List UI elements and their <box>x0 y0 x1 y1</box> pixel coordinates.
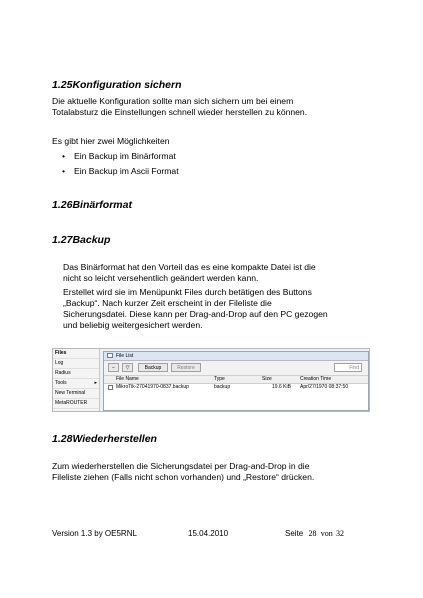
of-label: von <box>320 529 333 538</box>
screenshot-menu <box>53 349 100 411</box>
chevron-right-icon: ▸ <box>94 380 97 386</box>
file-name: MikroTik-27041970-0837.backup <box>116 384 189 390</box>
paragraph <box>52 96 372 118</box>
menu-item-label: MetaROUTER <box>55 400 88 406</box>
page-number: 28 <box>308 529 317 538</box>
paragraph <box>52 461 377 483</box>
menu-item-tools <box>53 379 99 389</box>
heading-1-28 <box>52 433 157 445</box>
menu-item-files <box>53 349 99 359</box>
file-list-screenshot <box>52 348 370 412</box>
column-header: Creation Time <box>300 376 332 382</box>
list-item: • Ein Backup im Ascii Format <box>60 166 179 177</box>
find-input: Find <box>334 363 362 372</box>
text-line: Fileliste ziehen (Falls nicht schon vorhanden) und „Restore“ drücken. <box>52 472 315 482</box>
text-line: Sicherungsdatei. Diese kann per Drag-and-Drop auf den PC gezogen <box>63 309 328 319</box>
remove-button: − <box>108 363 119 372</box>
column-header: File Name <box>116 376 139 382</box>
page-label: Seite <box>285 529 304 538</box>
paragraph <box>63 287 373 331</box>
heading-1-25 <box>52 79 182 91</box>
window-toolbar <box>104 361 368 376</box>
heading-title: Wiederherstellen <box>72 433 157 445</box>
menu-item-label: Radius <box>55 370 71 376</box>
menu-item-label: Tools <box>55 380 67 386</box>
table-row <box>104 384 368 391</box>
heading-title: Binärformat <box>72 199 132 211</box>
menu-item-new-terminal <box>53 389 99 399</box>
heading-number: 1.26 <box>52 199 73 211</box>
backup-button: Backup <box>138 363 168 372</box>
file-type: backup <box>214 384 231 390</box>
heading-1-27 <box>52 234 110 246</box>
menu-item-radius <box>53 369 99 379</box>
heading-number: 1.27 <box>52 234 73 246</box>
bullet-list <box>60 151 179 181</box>
paragraph <box>63 262 373 284</box>
list-item: • Ein Backup im Binärformat <box>60 151 179 162</box>
filter-icon: ▽ <box>122 363 133 372</box>
menu-item-log <box>53 359 99 369</box>
column-header: Type <box>214 376 225 382</box>
menu-item-label: Log <box>55 360 64 366</box>
text-line: Zum wiederherstellen die Sicherungsdatei per Drag-and-Drop in die <box>52 461 310 471</box>
window-icon <box>107 353 113 358</box>
text-line: Das Binärformat hat den Vorteil das es eine kompakte Datei ist die <box>63 262 316 272</box>
heading-title: Konfiguration sichern <box>72 79 182 91</box>
menu-item-label: New Terminal <box>55 390 86 396</box>
file-list-window <box>103 351 369 411</box>
file-icon <box>108 385 113 390</box>
heading-number: 1.25 <box>52 79 73 91</box>
restore-button: Restore <box>171 363 201 372</box>
menu-item-metarouter <box>53 399 99 409</box>
text-line: „Backup“. Nach kurzer Zeit erscheint in der Fileliste die <box>63 298 272 308</box>
footer-date: 15.04.2010 <box>188 529 229 538</box>
heading-number: 1.28 <box>52 433 73 445</box>
window-title: File List <box>116 353 134 359</box>
footer-version: Version 1.3 by OE5RNL <box>52 529 137 538</box>
footer-page <box>285 529 344 539</box>
column-header: Size <box>262 376 272 382</box>
file-time: Apr/27/1970 08:37:50 <box>300 384 349 390</box>
text-line: Die aktuelle Konfiguration sollte man sich sichern um bei einem <box>52 96 294 106</box>
file-size: 19.6 KiB <box>272 384 291 390</box>
text-line: nicht so leicht versehentlich geändert werden kann. <box>63 273 259 283</box>
text-line: Totalabsturz die Einstellungen schnell wieder herstellen zu können. <box>52 107 308 117</box>
table-header <box>104 376 368 384</box>
heading-1-26 <box>52 199 132 211</box>
window-titlebar <box>104 352 368 361</box>
text-line: Erstellet wird sie im Menüpunkt Files durch betätigen des Buttons <box>63 287 312 297</box>
text-line: und beliebig weitergesichert werden. <box>63 320 203 330</box>
paragraph: Es gibt hier zwei Möglichkeiten <box>52 136 170 146</box>
page-total: 32 <box>335 529 344 538</box>
menu-item-label: Files <box>55 350 67 356</box>
heading-title: Backup <box>72 234 111 246</box>
